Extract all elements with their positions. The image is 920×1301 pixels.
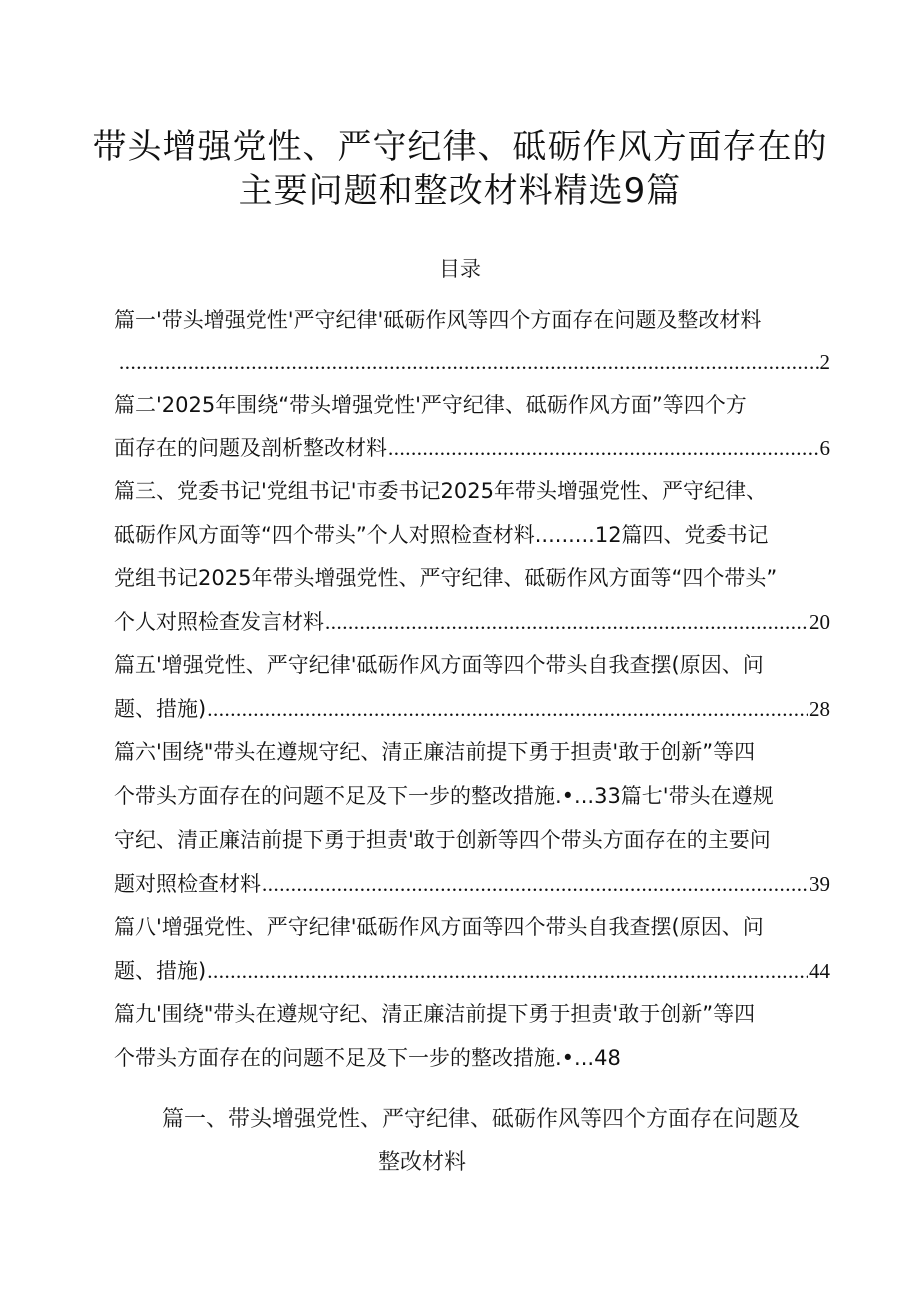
toc-line-text: 砥砺作风方面等“四个带头”个人对照检查材料.........12篇四、党委书记 — [114, 523, 769, 547]
toc-dot-leader — [325, 605, 808, 639]
toc-line — [114, 431, 830, 465]
toc-page-number: 39 — [809, 872, 830, 896]
document-title-line-2: 主要问题和整改材料精选9篇 — [238, 171, 682, 211]
toc-line-text: 篇三、党委书记'党组书记'市委书记2025年带头增强党性、严守纪律、 — [114, 479, 767, 503]
toc-line — [114, 648, 830, 682]
toc-line — [114, 388, 830, 422]
toc-line-text: 篇九'围绕"带头在遵规守纪、清正廉洁前提下勇于担责'敢于创新”等四 — [114, 1002, 756, 1026]
toc-line — [114, 474, 830, 508]
toc-line — [114, 910, 830, 944]
section-heading-line-1: 篇一、带头增强党性、严守纪律、砥砺作风等四个方面存在问题及 — [162, 1107, 801, 1132]
toc-page-number: 28 — [809, 697, 830, 721]
toc-line — [114, 779, 830, 813]
toc-line-text: 面存在的问题及剖析整改材料 — [114, 436, 387, 460]
toc-page-number: 2 — [819, 350, 830, 374]
toc-line-text: 题对照检查材料 — [114, 872, 261, 896]
toc-page-number: 20 — [809, 610, 830, 634]
document-title-line-1: 带头增强党性、严守纪律、砥砺作风方面存在的 — [92, 127, 828, 167]
toc-line — [114, 692, 830, 726]
toc-line-text: 篇六'围绕"带头在遵规守纪、清正廉洁前提下勇于担责'敢于创新”等四 — [114, 740, 756, 764]
toc-dot-leader — [262, 867, 808, 901]
section-heading-line-2: 整改材料 — [378, 1150, 467, 1175]
toc-line — [114, 518, 830, 552]
toc-line-text: 题、措施) — [114, 697, 207, 721]
toc-line — [114, 997, 830, 1031]
toc-line-text: 个带头方面存在的问题不足及下一步的整改措施.•...33篇七'带头在遵规 — [114, 784, 774, 808]
toc-heading: 目录 — [439, 257, 481, 281]
toc-line-text: 党组书记2025年带头增强党性、严守纪律、砥砺作风方面等“四个带头” — [114, 566, 778, 590]
toc-line — [114, 605, 830, 639]
toc-dot-leader — [207, 954, 808, 988]
toc-line — [114, 867, 830, 901]
toc-line — [114, 735, 830, 769]
toc-line-text: 篇一'带头增强党性'严守纪律'砥砺作风等四个方面存在问题及整改材料 — [114, 308, 762, 332]
toc-dot-leader — [207, 692, 808, 726]
toc-dot-leader — [119, 345, 819, 379]
toc-line-text: 篇二'2025年围绕“带头增强党性'严守纪律、砥砺作风方面”等四个方 — [114, 393, 747, 417]
toc-line — [114, 823, 830, 857]
toc-line — [114, 1041, 830, 1075]
toc-line — [114, 303, 830, 337]
toc-line-text: 个带头方面存在的问题不足及下一步的整改措施.•...48 — [114, 1046, 621, 1070]
toc-line-text: 篇八'增强党性、严守纪律'砥砺作风方面等四个带头自我查摆(原因、问 — [114, 915, 764, 939]
toc-dot-leader — [388, 431, 819, 465]
toc-line — [118, 345, 830, 379]
toc-page-number: 6 — [819, 436, 830, 460]
toc-line-text: 个人对照检查发言材料 — [114, 610, 324, 634]
toc-line — [114, 954, 830, 988]
toc-line-text: 篇五'增强党性、严守纪律'砥砺作风方面等四个带头自我查摆(原因、问 — [114, 653, 764, 677]
toc-page-number: 44 — [809, 959, 830, 983]
toc-line — [114, 561, 830, 595]
toc-line-text: 守纪、清正廉洁前提下勇于担责'敢于创新等四个带头方面存在的主要问 — [114, 828, 771, 852]
toc-line-text: 题、措施) — [114, 959, 207, 983]
